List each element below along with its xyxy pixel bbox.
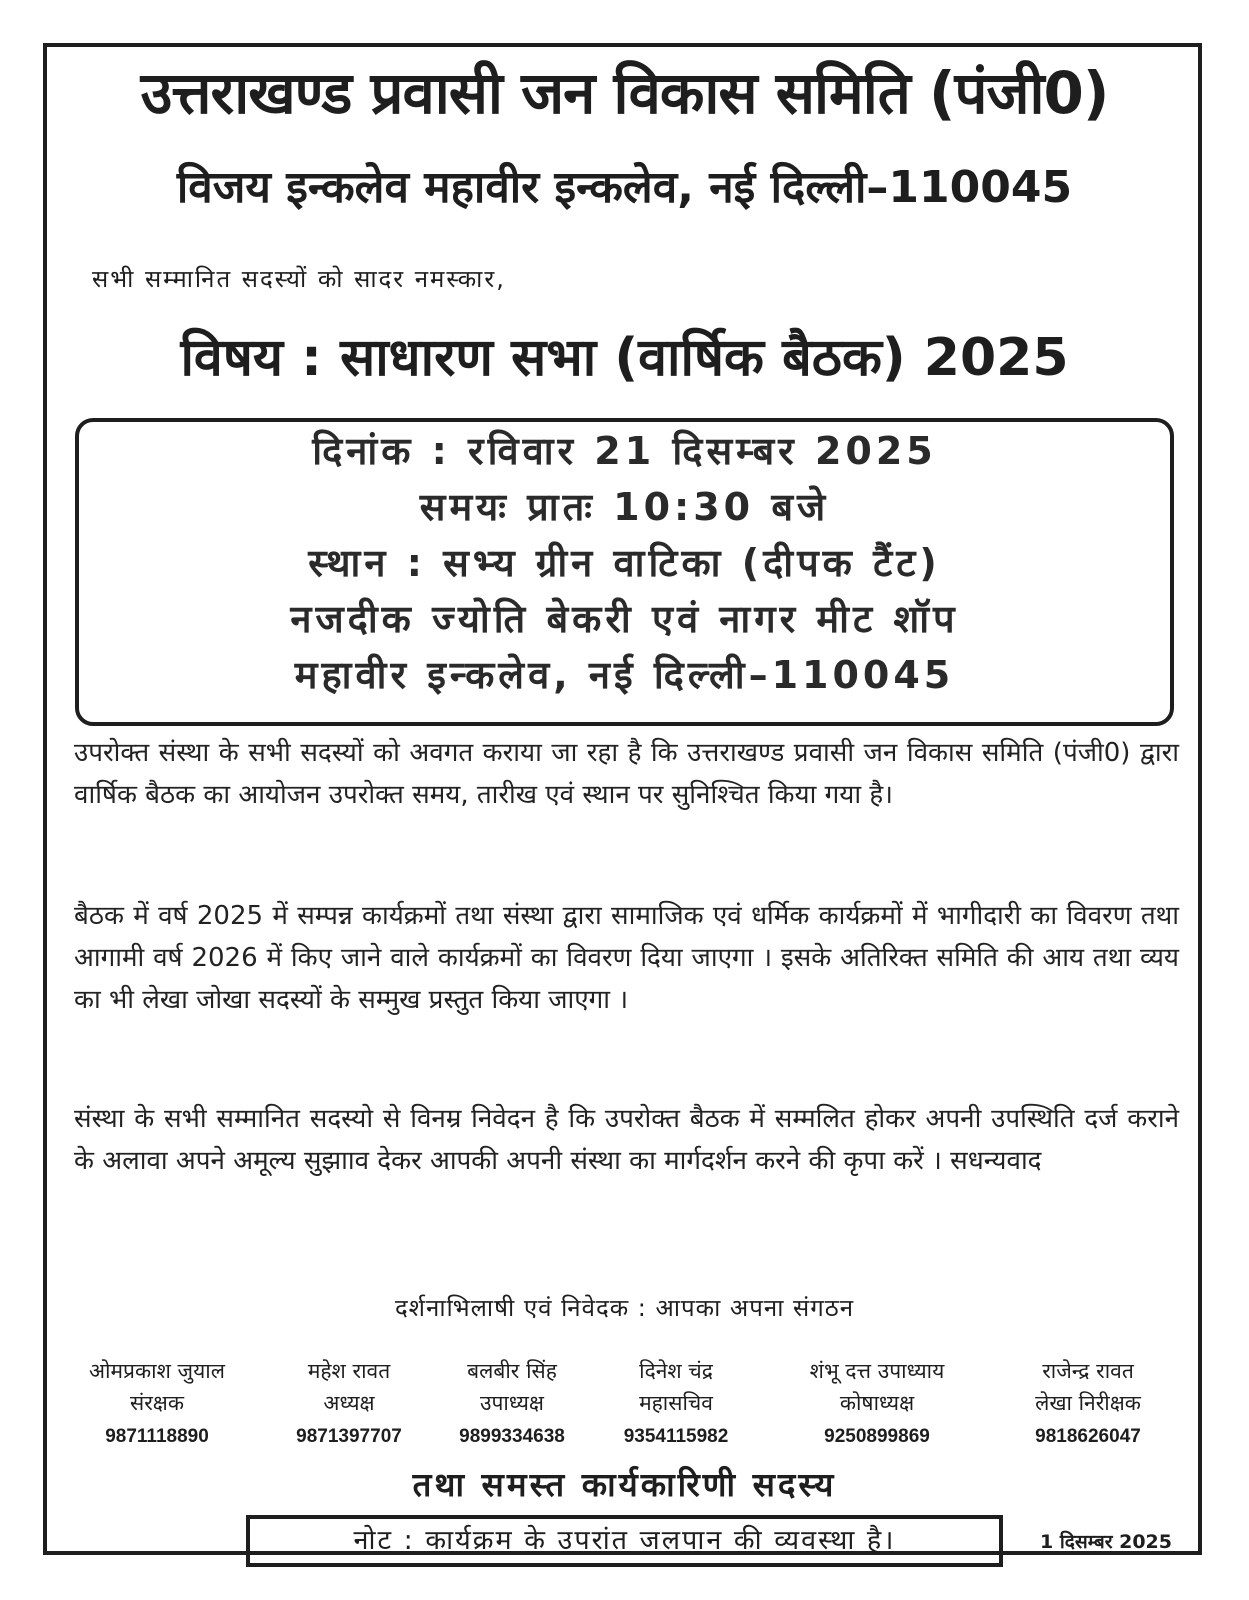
body-paragraph-2: बैठक में वर्ष 2025 में सम्पन्न कार्यक्रमों तथा संस्था द्वारा सामाजिक एवं धर्मिक कार्यक्रमों में भागीदारी का विवरण तथा आगामी वर्ष 2026 में किए जाने वाले कार्यक्रमों का विवरण दिया जाएगा । इसके अतिरिक्त समिति की आय तथा व्यय का भी लेखा जोखा सदस्यों के सम्मुख प्रस्तुत किया जाएगा । (74, 901, 1179, 1015)
signatory (576, 1355, 776, 1455)
issue-date: 1 दिसम्बर 2025 (1040, 1531, 1172, 1553)
signatories-heading: दर्शनाभिलाषी एवं निवेदक : आपका अपना संगठन (394, 1294, 855, 1322)
signatory-role: संरक्षक (130, 1391, 184, 1415)
meeting-date: दिनांक : रविवार 21 दिसम्बर 2025 (312, 429, 937, 473)
greeting-text: सभी सम्मानित सदस्यों को सादर नमस्कार, (92, 265, 506, 293)
org-name-heading: उत्तराखण्ड प्रवासी जन विकास समिति (पंजी0) (140, 59, 1109, 127)
signatory-name: ओमप्रकाश जुयाल (89, 1359, 225, 1383)
signatory-role: महासचिव (639, 1391, 713, 1415)
signatory (57, 1355, 257, 1455)
signatory-phone: 9818626047 (1035, 1426, 1141, 1447)
meeting-details-box (75, 418, 1174, 726)
signatory-name: राजेन्द्र रावत (1042, 1359, 1134, 1383)
signatory-name: शंभू दत्त उपाध्याय (809, 1359, 945, 1383)
signatory-role: उपाध्यक्ष (479, 1391, 544, 1415)
signatory-name: बलबीर सिंह (467, 1359, 557, 1383)
signatory-role: लेखा निरीक्षक (1035, 1391, 1141, 1415)
body-paragraph-1: उपरोक्त संस्था के सभी सदस्यों को अवगत कराया जा रहा है कि उत्तराखण्ड प्रवासी जन विकास समिति (पंजी0) द्वारा वार्षिक बैठक का आयोजन उपरोक्त समय, तारीख एवं स्थान पर सुनिश्चित किया गया है। (74, 738, 1179, 810)
meeting-locality: महावीर इन्कलेव, नई दिल्ली–110045 (294, 653, 955, 697)
signatory-phone: 9354115982 (623, 1426, 729, 1447)
signatory-phone: 9899334638 (459, 1426, 565, 1447)
meeting-time: समयः प्रातः 10:30 बजे (419, 485, 830, 529)
signatory-phone: 9871118890 (105, 1426, 209, 1447)
signatory (762, 1355, 992, 1455)
meeting-landmark: नजदीक ज्योति बेकरी एवं नागर मीट शॉप (290, 597, 959, 641)
signatory-role: अध्यक्ष (323, 1391, 375, 1415)
meeting-venue: स्थान : सभ्य ग्रीन वाटिका (दीपक टैंट) (308, 541, 941, 585)
body-paragraph-3: संस्था के सभी सम्मानित सदस्यो से विनम्र निवेदन है कि उपरोक्त बैठक में सम्मलित होकर अपनी उपस्थिति दर्ज कराने के अलावा अपने अमूल्य सुझााव देकर आपकी अपनी संस्था का मार्गदर्शन करने की कृपा करें । सधन्यवाद (74, 1104, 1179, 1176)
subject-heading: विषय : साधारण सभा (वार्षिक बैठक) 2025 (180, 328, 1069, 388)
signatory-phone: 9871397707 (296, 1426, 402, 1447)
signatory-name: दिनेश चंद्र (639, 1359, 713, 1383)
org-address: विजय इन्कलेव महावीर इन्कलेव, नई दिल्ली–110045 (176, 162, 1073, 213)
signatory-name: महेश रावत (307, 1359, 391, 1383)
note-box: नोट : कार्यक्रम के उपरांत जलपान की व्यवस्था है। (246, 1515, 1003, 1567)
all-members-line: तथा समस्त कार्यकारिणी सदस्य (412, 1465, 837, 1504)
signatory (988, 1355, 1188, 1455)
signatory-role: कोषाध्यक्ष (839, 1391, 915, 1415)
signatory-phone: 9250899869 (824, 1426, 930, 1447)
